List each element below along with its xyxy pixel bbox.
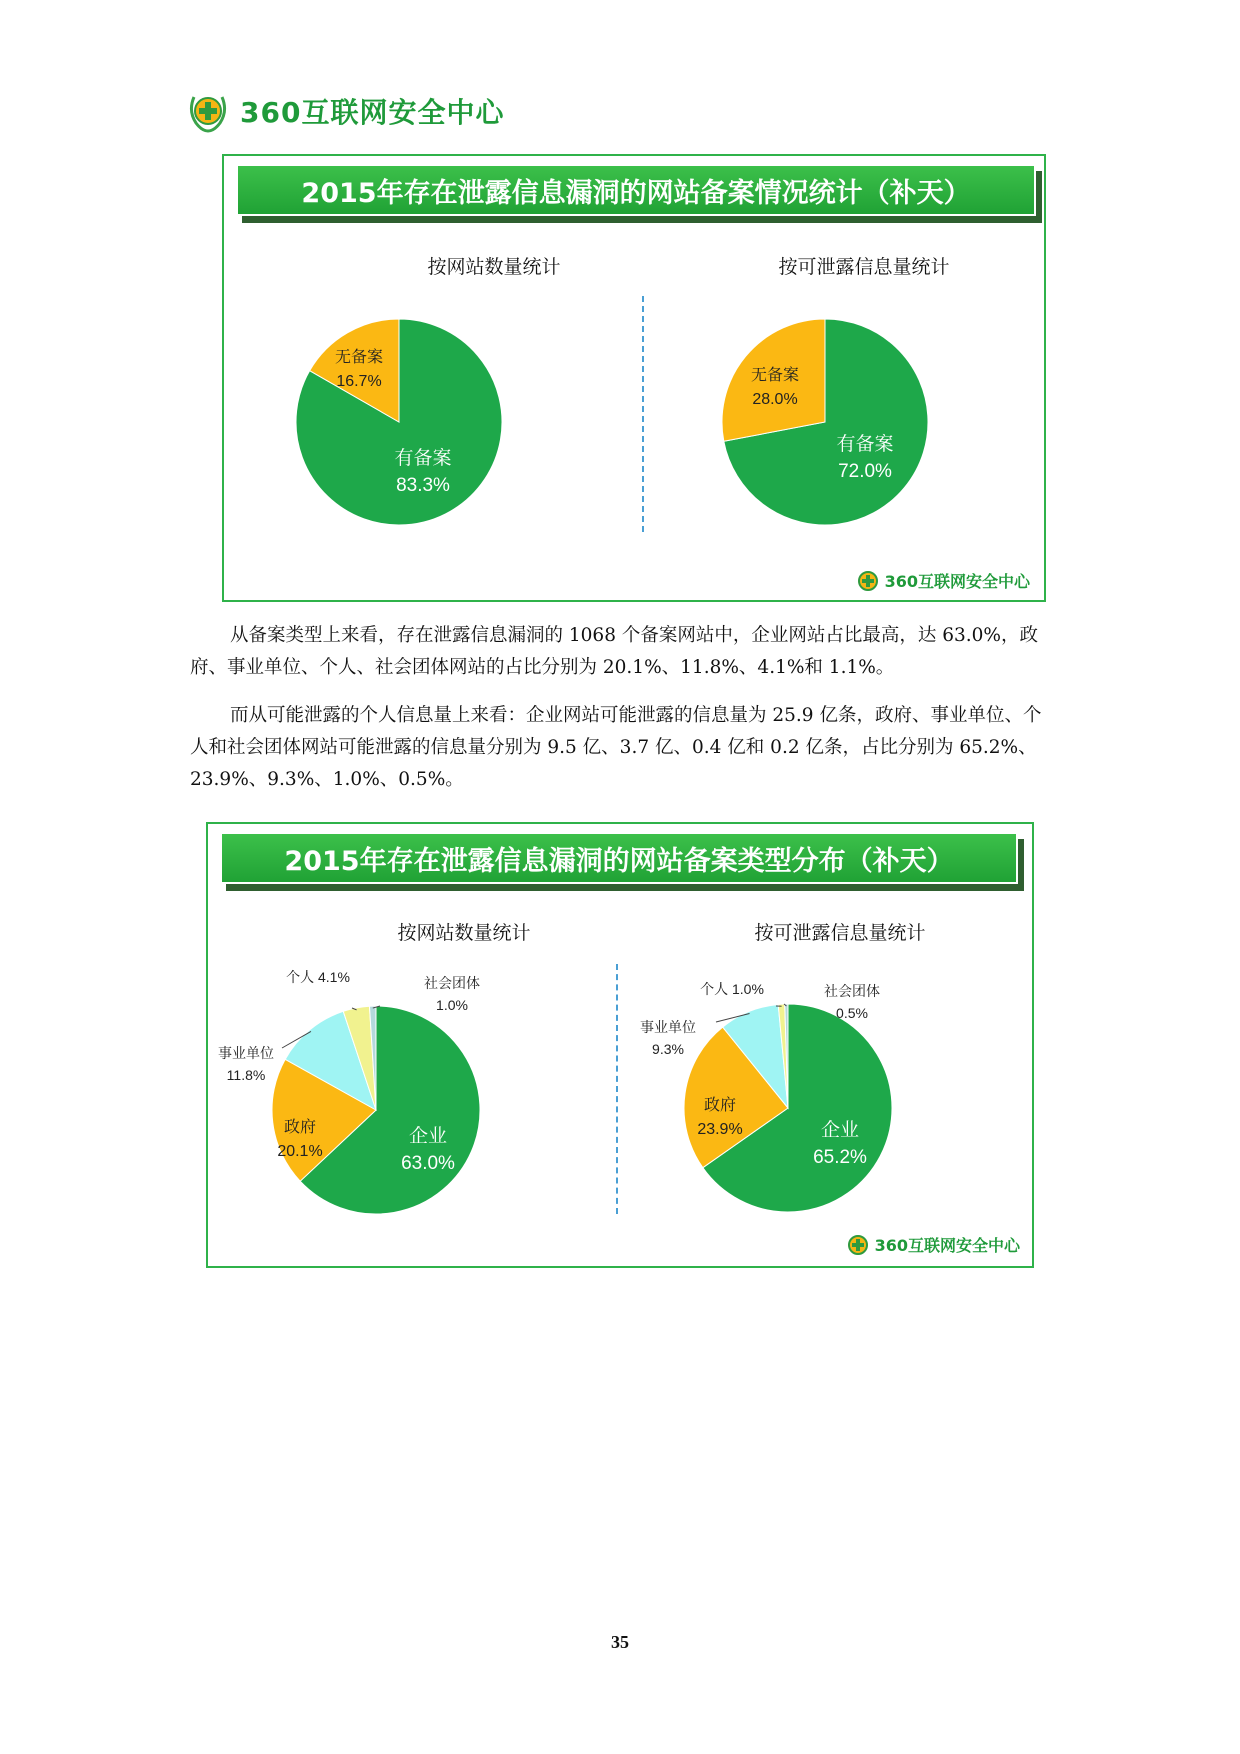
pie-chart-website-count — [264, 264, 584, 544]
pie-label-1: 有备案 — [836, 434, 894, 455]
chart-title-banner — [236, 164, 1036, 216]
chart-watermark-text: 360互联网安全中心 — [884, 572, 1030, 591]
chart-title: 2015年存在泄露信息漏洞的网站备案情况统计（补天） — [301, 177, 971, 209]
pie-value-2: 20.1% — [277, 1143, 323, 1160]
pie-value-1: 65.2% — [813, 1147, 867, 1168]
pie-value-1: 83.3% — [396, 475, 450, 496]
chart-subtitle-right: 按可泄露信息量统计 — [778, 256, 950, 278]
chart-subtitle-left: 按网站数量统计 — [397, 922, 531, 944]
paragraph-text: 而从可能泄露的个人信息量上来看：企业网站可能泄露的信息量为 25.9 亿条，政府、事业单位、个人和社会团体网站可能泄露的信息量分别为 9.5 亿、3.7 亿、0.4 亿和 0.2 亿条，占比分别为 65.2%、23.9%、9.3%、1.0%、0.5%。 — [190, 705, 1042, 790]
paragraph-record-type — [190, 620, 1050, 684]
pie-label-5: 社会团体 — [824, 983, 880, 999]
pie-value-5: 1.0% — [436, 997, 468, 1013]
pie-label-2: 无备案 — [750, 367, 800, 384]
pie-value-1: 72.0% — [838, 461, 892, 482]
paragraph-text: 从备案类型上来看，存在泄露信息漏洞的 1068 个备案网站中，企业网站占比最高，达 63.0%，政府、事业单位、个人、社会团体网站的占比分别为 20.1%、11.8%、4.1%和 1.1%。 — [190, 625, 1038, 678]
paragraph-leak-volume — [190, 700, 1050, 796]
header-logo-text: 360互联网安全中心 — [240, 96, 505, 129]
page-number: 35 — [611, 1632, 629, 1652]
chart-box-record-status — [222, 154, 1046, 602]
pie-chart-type-volume — [638, 940, 1028, 1230]
pie-value-5: 0.5% — [836, 1005, 868, 1021]
shield-plus-icon — [847, 1234, 869, 1256]
pie-label-4: 个人 4.1% — [286, 969, 350, 985]
pie-value-2: 23.9% — [697, 1121, 743, 1138]
pie-label-1: 企业 — [408, 1126, 448, 1147]
pie-value-1: 63.0% — [401, 1153, 455, 1174]
pie-label-4: 个人 1.0% — [700, 981, 764, 997]
pie-value-3: 9.3% — [652, 1041, 684, 1057]
pie-label-2: 无备案 — [334, 349, 384, 366]
pie-label-2: 政府 — [283, 1119, 317, 1136]
chart-subtitle-right: 按可泄露信息量统计 — [754, 922, 926, 944]
chart-title-banner — [220, 832, 1018, 884]
pie-label-3: 事业单位 — [640, 1019, 696, 1035]
chart-watermark-logo — [847, 1233, 1020, 1256]
pie-chart-type-count — [218, 942, 608, 1232]
pie-value-2: 28.0% — [752, 391, 798, 408]
chart-box-record-type — [206, 822, 1034, 1268]
shield-plus-icon — [186, 89, 230, 133]
chart-subtitle-left: 按网站数量统计 — [427, 256, 561, 278]
pie-label-1: 企业 — [820, 1120, 860, 1141]
chart-divider — [616, 964, 618, 1214]
pie-label-2: 政府 — [703, 1097, 737, 1114]
pie-label-5: 社会团体 — [424, 975, 480, 991]
chart-title: 2015年存在泄露信息漏洞的网站备案类型分布（补天） — [284, 845, 954, 877]
chart-divider — [642, 296, 644, 532]
pie-label-3: 事业单位 — [218, 1045, 274, 1061]
pie-value-2: 16.7% — [336, 373, 382, 390]
shield-plus-icon — [857, 570, 879, 592]
chart-watermark-text: 360互联网安全中心 — [874, 1236, 1020, 1255]
pie-value-3: 11.8% — [226, 1067, 266, 1083]
chart-watermark-logo — [857, 569, 1030, 592]
pie-label-1: 有备案 — [394, 448, 452, 469]
header-logo — [186, 86, 504, 136]
pie-chart-leak-volume — [670, 264, 990, 544]
